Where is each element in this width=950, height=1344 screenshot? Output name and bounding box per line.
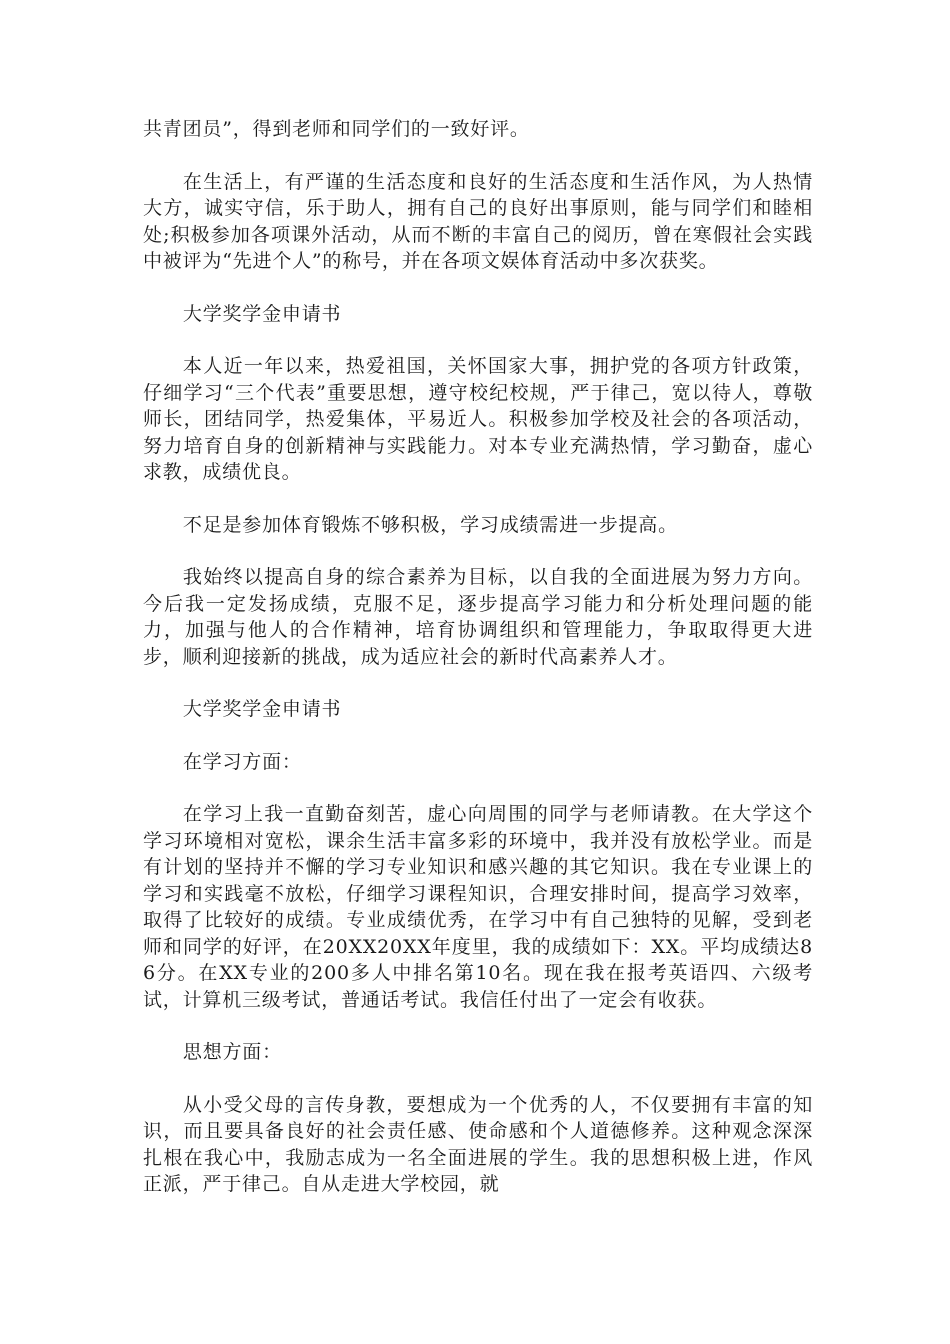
paragraph-thought: 从小受父母的言传身教，要想成为一个优秀的人，不仅要拥有丰富的知识，而且要具备良好的社会责任感、使命感和个人道德修养。这种观念深深扎根在我心中，我励志成为一名全面进展的学生。我的思想积极上进，作风正派，严于律己。自从走进大学校园，就 — [143, 1093, 813, 1195]
section-heading-scholarship-1: 大学奖学金申请书 — [182, 302, 342, 325]
section-heading-scholarship-2: 大学奖学金申请书 — [182, 698, 342, 720]
document-body — [143, 116, 813, 1224]
paragraph-shortcomings: 不足是参加体育锻炼不够积极，学习成绩需进一步提高。 — [182, 513, 678, 536]
paragraph-self-summary: 本人近一年以来，热爱祖国，关怀国家大事，拥护党的各项方针政策，仔细学习“三个代表”重要思想，遵守校纪校规，严于律己，宽以待人，尊敬师长，团结同学，热爱集体，平易近人。积极参加学校及社会的各项活动，努力培育自身的创新精神与实践能力。对本专业充满热情，学习勤奋，虚心求教，成绩优良。 — [143, 355, 813, 483]
subheading-study: 在学习方面： — [182, 750, 302, 773]
paragraph-goals: 我始终以提高自身的综合素养为目标，以自我的全面进展为努力方向。今后我一定发扬成绩，克服不足，逐步提高学习能力和分析处理问题的能力，加强与他人的合作精神，培育协调组织和管理能力，争取取得更大进步，顺利迎接新的挑战，成为适应社会的新时代高素养人才。 — [143, 566, 813, 668]
paragraph-study: 在学习上我一直勤奋刻苦，虚心向周围的同学与老师请教。在大学这个学习环境相对宽松，课余生活丰富多彩的环境中，我并没有放松学业。而是有计划的坚持并不懈的学习专业知识和感兴趣的其它知识。我在专业课上的学习和实践毫不放松，仔细学习课程知识，合理安排时间，提高学习效率，取得了比较好的成绩。专业成绩优秀，在学习中有自己独特的见解，受到老师和同学的好评，在20XX20XX年度里，我的成绩如下：XX。平均成绩达86分。在XX专业的200多人中排名第10名。现在我在报考英语四、六级考试，计算机三级考试，普通话考试。我信任付出了一定会有收获。 — [143, 803, 813, 1011]
paragraph-continuation: 共青团员”，得到老师和同学们的一致好评。 — [143, 118, 530, 140]
paragraph-life: 在生活上，有严谨的生活态度和良好的生活态度和生活作风，为人热情大方，诚实守信，乐于助人，拥有自己的良好出事原则，能与同学们和睦相处;积极参加各项课外活动，从而不断的丰富自己的阅历，曾在寒假社会实践中被评为“先进个人”的称号，并在各项文娱体育活动中多次获奖。 — [143, 170, 813, 272]
subheading-thought: 思想方面： — [182, 1041, 282, 1063]
